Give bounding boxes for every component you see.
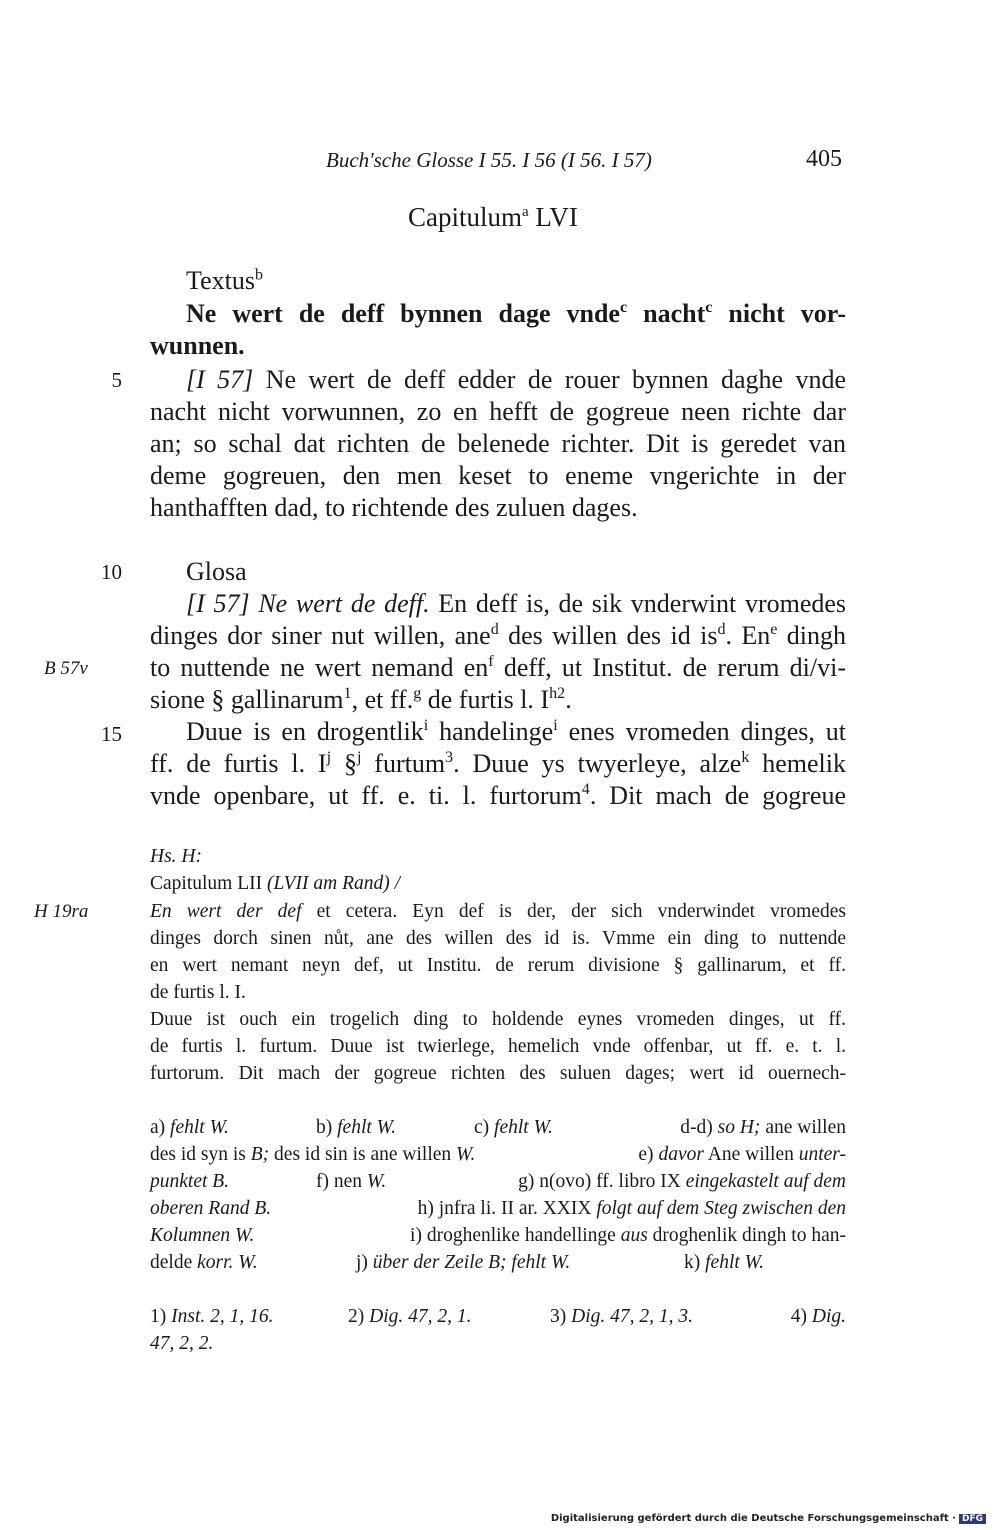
margin-note-h19ra: H 19ra	[34, 901, 89, 922]
glosa-line: to nuttende ne wert nemand $en^f$ deff, ut Institut. de rerum di/vi-	[150, 653, 846, 682]
variant-row: punktet B. f) nen W. g) n(ovo) ff. libro IX eingekastelt auf dem	[150, 1171, 846, 1192]
apparatus-line: de furtis l. furtum. Duue ist twierlege, hemelich vnde offenbar, ut ff. e. t. l.	[150, 1036, 846, 1057]
apparatus-line: En wert der def et cetera. Eyn def is der, der sich vnderwindet vromedes	[150, 901, 846, 922]
apparatus-line: Capitulum LII (LVII am Rand) /	[150, 873, 401, 894]
textus-line: nacht nicht vorwunnen, zo en hefft de gogreue neen richte dar	[150, 397, 846, 426]
apparatus-line: furtorum. Dit mach der gogreue richten des suluen dages; wert id ouernech-	[150, 1063, 846, 1084]
footnote-mark: b	[254, 266, 263, 284]
footnote-mark: a	[522, 204, 529, 220]
running-title: Buch'sche Glosse I 55. I 56 (I 56. I 57)	[326, 148, 652, 172]
apparatus-line: de furtis l. I.	[150, 982, 246, 1003]
variant-row: oberen Rand B. h) jnfra li. II ar. XXIX folgt auf dem Steg zwischen den	[150, 1198, 846, 1219]
line-number: 15	[101, 722, 122, 746]
textus-heading	[186, 266, 263, 296]
glosa-heading: Glosa	[186, 557, 247, 586]
line-number: 5	[111, 368, 122, 392]
variant-row: des id syn is B; des id sin is ane willen W. e) davor Ane willen unter-	[150, 1144, 846, 1165]
hs-label: Hs. H:	[150, 846, 202, 867]
textus-heading-text: Textus	[186, 266, 255, 295]
textus-line: an; so schal dat richten de belenede richter. Dit is geredet van	[150, 429, 846, 458]
margin-note-b57v: B 57v	[44, 658, 88, 679]
variant-row: Kolumnen W. i) droghenlike handellinge aus droghenlik dingh to han-	[150, 1225, 846, 1246]
chapter-title	[408, 202, 578, 233]
digitization-credit	[551, 1513, 986, 1524]
apparatus-line: dinges dorch sinen nůt, ane des willen des id is. Vmme ein ding to nuttende	[150, 928, 846, 949]
glosa-line: ff. de furtis l. $I^j$ §$^j$ furtum$^3$. Duue ys twyerleye, alze$^k$ hemelik	[150, 749, 847, 778]
variant-row: delde korr. W. j) über der Zeile B; fehlt W. k) fehlt W.	[150, 1252, 764, 1273]
credit-text: Digitalisierung gefördert durch die Deutsche Forschungsgemeinschaft ·	[550, 1513, 956, 1524]
chapter-number: LVI	[535, 202, 578, 232]
dfg-logo: DFG	[959, 1514, 986, 1524]
textus-line: [I 57] Ne wert de deff edder de rouer bynnen daghe vnde	[186, 365, 846, 394]
line-number: 10	[101, 560, 122, 584]
textus-bold-line: wunnen.	[150, 331, 245, 360]
page-number: 405	[806, 146, 842, 172]
apparatus-line: en wert nemant neyn def, ut Institu. de rerum divisione § gallinarum, et ff.	[150, 955, 846, 976]
textus-bold-line: Ne wert de deff bynnen dage vnde$^c$ nacht$^c$ nicht vor-	[186, 299, 846, 328]
variant-row: a) fehlt W. b) fehlt W. c) fehlt W. d-d) so H; ane willen	[150, 1117, 846, 1138]
textus-line: hanthafften dad, to richtende des zuluen dages.	[150, 493, 638, 522]
source-row: 47, 2, 2.	[150, 1333, 214, 1354]
chapter-title-text: Capitulum	[408, 202, 522, 232]
glosa-line: dinges dor siner nut willen, ane$^d$ des willen des id $is^d$. En$^e$ dingh	[150, 621, 847, 650]
textus-line: deme gogreuen, den men keset to eneme vngerichte in der	[150, 461, 846, 490]
glosa-line: vnde openbare, ut ff. e. ti. l. furtorum$^4$. Dit mach de gogreue	[150, 781, 846, 810]
glosa-line: [I 57] Ne wert de deff. En deff is, de sik vnderwint vromedes	[186, 589, 847, 618]
source-row: 1) Inst. 2, 1, 16. 2) Dig. 47, 2, 1. 3) Dig. 47, 2, 1, 3. 4) Dig.	[150, 1306, 846, 1327]
glosa-line: Duue is en drogentlik$^i$ handelinge$^i$ enes vromeden dinges, ut	[186, 717, 846, 746]
apparatus-line: Duue ist ouch ein trogelich ding to holdende eynes vromeden dinges, ut ff.	[150, 1009, 846, 1030]
glosa-line: sione § gallinarum$^1$, et ff.$^g$ de furtis l. $I^{h2}$.	[150, 685, 572, 714]
